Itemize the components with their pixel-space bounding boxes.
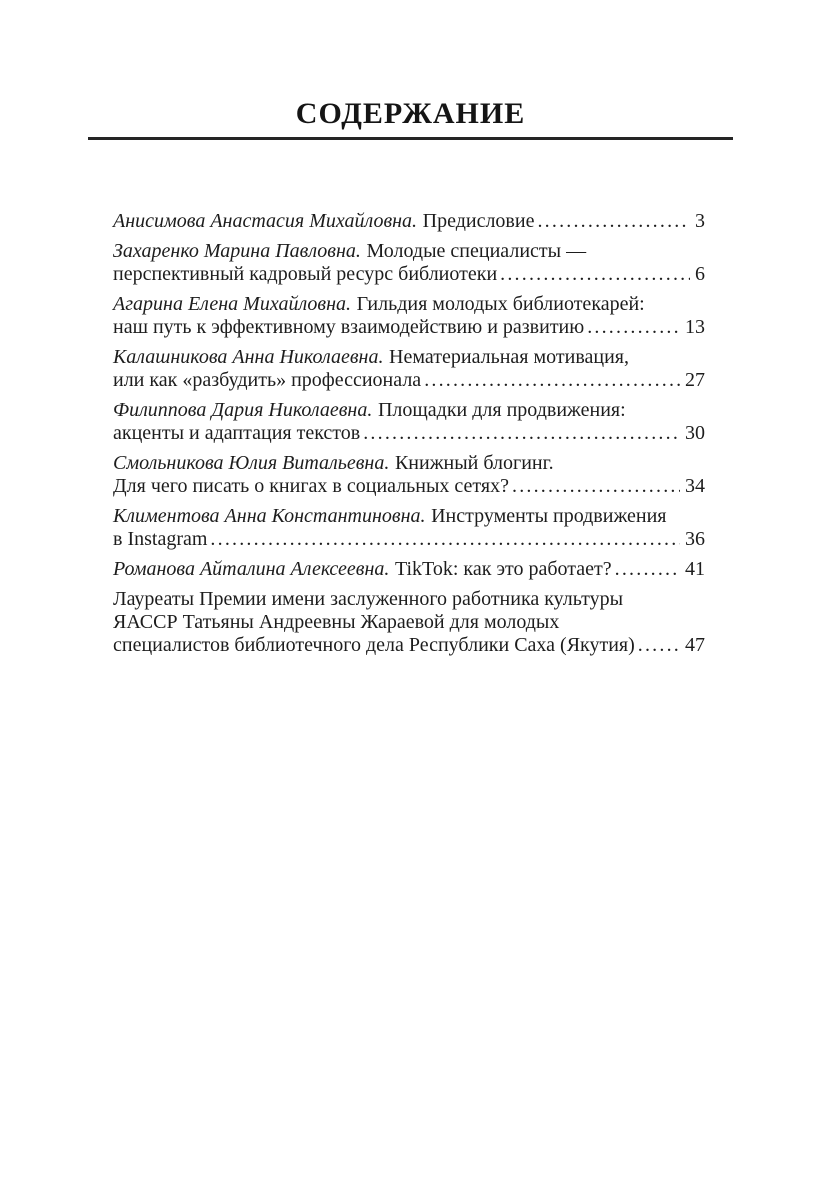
entry-title-text: Нематериальная мотивация, — [389, 346, 629, 368]
page-number: 27 — [685, 369, 705, 391]
toc-entry-line — [113, 634, 705, 657]
entry-title-text: Инструменты продвижения — [431, 505, 667, 527]
toc-entry-line — [113, 346, 705, 369]
entry-title-text: TikTok: как это работает? — [394, 558, 612, 580]
toc-entry — [113, 588, 705, 657]
toc-entry-line — [113, 505, 705, 528]
dot-leader — [615, 558, 680, 581]
toc-entry-line — [113, 263, 705, 286]
toc-entry-line — [113, 240, 705, 263]
page-title: СОДЕРЖАНИЕ — [295, 97, 526, 130]
dot-leader — [638, 634, 680, 657]
page-number: 3 — [695, 210, 705, 232]
toc-entry-line — [113, 399, 705, 422]
entry-title-text: Гильдия молодых библиотекарей: — [356, 293, 645, 315]
toc-entry-line — [113, 588, 705, 611]
toc — [113, 210, 705, 657]
entry-author: Калашникова Анна Николаевна. — [113, 346, 384, 368]
entry-author: Климентова Анна Константиновна. — [113, 505, 426, 527]
toc-entry-line — [113, 528, 705, 551]
toc-entry-line — [113, 293, 705, 316]
entry-author: Агарина Елена Михайловна. — [113, 293, 352, 315]
page-number: 34 — [685, 475, 705, 497]
entry-title-text: перспективный кадровый ресурс библиотеки — [113, 263, 498, 285]
entry-title-text: в Instagram — [113, 528, 208, 550]
title-rule — [88, 137, 733, 140]
dot-leader — [537, 210, 690, 233]
page-number: 30 — [685, 422, 705, 444]
entry-author: Филиппова Дария Николаевна. — [113, 399, 373, 421]
dot-leader — [363, 422, 680, 445]
toc-entry — [113, 505, 705, 551]
entry-title-text: или как «разбудить» профессионала — [113, 369, 422, 391]
entry-author: Захаренко Марина Павловна. — [113, 240, 361, 262]
toc-entry — [113, 240, 705, 286]
toc-entry — [113, 293, 705, 339]
toc-entry-line — [113, 475, 705, 498]
entry-title-text: Лауреаты Премии имени заслуженного работника культуры — [113, 588, 624, 610]
dot-leader — [500, 263, 690, 286]
toc-entry-line — [113, 558, 705, 581]
page-number: 47 — [685, 634, 705, 656]
entry-title-text: Предисловие — [422, 210, 535, 232]
entry-title-text: акценты и адаптация текстов — [113, 422, 361, 444]
entry-title-text: специалистов библиотечного дела Республики Саха (Якутия) — [113, 634, 635, 656]
entry-title-text: Молодые специалисты — — [366, 240, 587, 262]
toc-entry-line — [113, 452, 705, 475]
dot-leader — [587, 316, 680, 339]
toc-entry — [113, 558, 705, 581]
page-number: 6 — [695, 263, 705, 285]
toc-entry-line — [113, 422, 705, 445]
toc-entry — [113, 210, 705, 233]
toc-entry — [113, 346, 705, 392]
toc-entry — [113, 452, 705, 498]
entry-title-text: ЯАССР Татьяны Андреевны Жараевой для молодых — [113, 611, 560, 633]
dot-leader — [424, 369, 680, 392]
toc-entry-line — [113, 369, 705, 392]
entry-title-text: наш путь к эффективному взаимодействию и развитию — [113, 316, 585, 338]
toc-entry-line — [113, 210, 705, 233]
toc-entry-line — [113, 316, 705, 339]
entry-title-text: Площадки для продвижения: — [377, 399, 626, 421]
toc-entry-line — [113, 611, 705, 634]
page-number: 41 — [685, 558, 705, 580]
entry-title-text: Книжный блогинг. — [394, 452, 554, 474]
entry-title-text: Для чего писать о книгах в социальных сетях? — [113, 475, 509, 497]
entry-author: Анисимова Анастасия Михайловна. — [113, 210, 418, 232]
page-number: 13 — [685, 316, 705, 338]
toc-entry — [113, 399, 705, 445]
entry-author: Смольникова Юлия Витальевна. — [113, 452, 390, 474]
page-number: 36 — [685, 528, 705, 550]
dot-leader — [210, 528, 680, 551]
entry-author: Романова Айталина Алексеевна. — [113, 558, 390, 580]
dot-leader — [512, 475, 680, 498]
